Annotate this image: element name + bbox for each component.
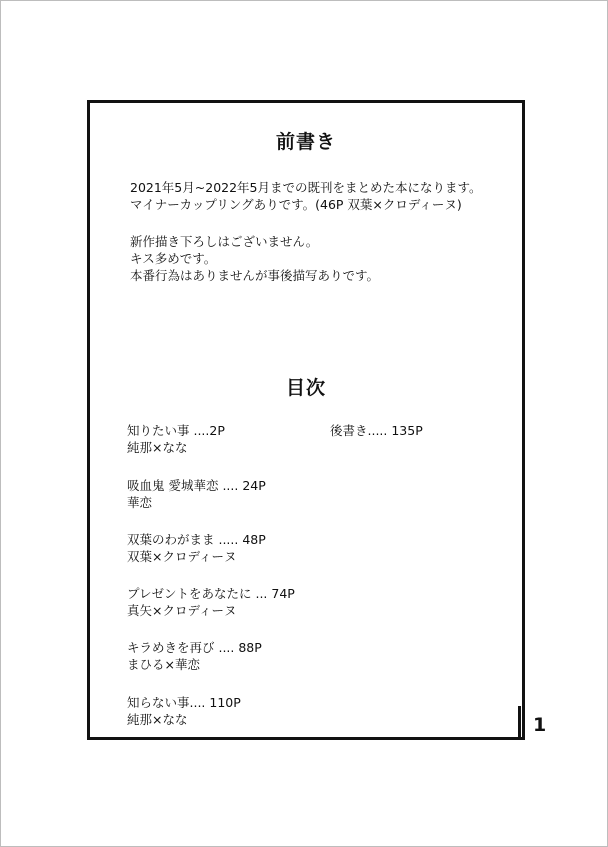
toc-entry-title: 知らない事.... 110P [127,695,241,710]
content-frame [87,100,525,740]
toc-entry-pair: 真矢×クロディーヌ [127,603,237,618]
preface-line-5: 本番行為はありませんが事後描写ありです。 [130,268,380,283]
page-number: 1 [533,714,547,736]
preface-title: 前書き [275,131,336,153]
frame-corner-mark [518,706,521,738]
preface-line-4: キス多めです。 [130,251,217,266]
toc-entry-title: 吸血鬼 愛城華恋 .... 24P [127,478,266,493]
toc-entry-pair: 双葉×クロディーヌ [127,549,237,564]
toc-entry-title: キラめきを再び .... 88P [127,640,262,655]
preface-line-3: 新作描き下ろしはございません。 [130,234,319,249]
toc-entry-pair: 純那×なな [127,712,188,727]
toc-entry-title: 双葉のわがまま ..... 48P [127,532,266,547]
toc-entry-pair: 華恋 [127,495,153,510]
toc-afterword: 後書き..... 135P [330,423,423,438]
toc-entry-pair: 純那×なな [127,440,188,455]
toc-entry-pair: まひる×華恋 [127,657,200,672]
toc-entry-title: 知りたい事 ....2P [127,423,225,438]
preface-line-1: 2021年5月~2022年5月までの既刊をまとめた本になります。 [130,180,482,195]
toc-entry-title: プレゼントをあなたに ... 74P [127,586,295,601]
toc-title: 目次 [285,377,326,399]
preface-line-2: マイナーカップリングありです。(46P 双葉×クロディーヌ) [130,197,462,212]
